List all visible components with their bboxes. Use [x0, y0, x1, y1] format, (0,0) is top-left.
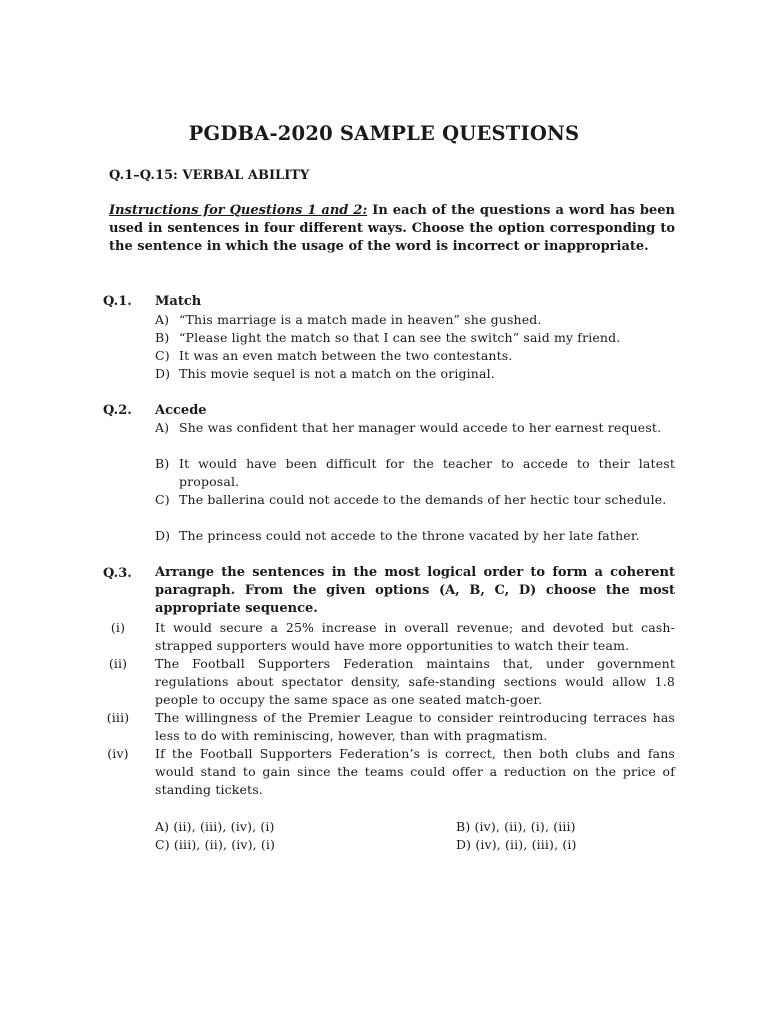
q3-prompt: Arrange the sentences in the most logical order to form a coherent paragraph. From the given options (A, B, C, D) choose the most appropriate sequence.: [155, 565, 675, 617]
option-label: A): [155, 312, 170, 327]
option-label: C): [155, 348, 170, 363]
sentence-text: The Football Supporters Federation maintains that, under government regulations about spectator density, safe-standing sections would allow 1.8 people to occupy the same space as one seated match-goer.: [155, 656, 675, 708]
q3-answer-b: [456, 819, 576, 834]
option-label: B): [155, 456, 170, 471]
q2-word: Accede: [155, 403, 207, 418]
option-label: B): [155, 330, 170, 345]
instructions-label: Instructions for Questions 1 and 2:: [109, 203, 368, 218]
sentence-number: (i): [110, 620, 126, 635]
answer-text: (iv), (ii), (i), (iii): [474, 819, 576, 834]
sentence-text: The willingness of the Premier League to consider reintroducing terraces has less to do with reminiscing, however, than with pragmatism.: [155, 710, 675, 744]
q3-answer-c: [155, 837, 275, 852]
q1-option-b: [155, 329, 675, 347]
option-label: D): [155, 366, 171, 381]
q1-option-a: [155, 311, 675, 329]
option-label: C): [155, 492, 170, 507]
sentence-number: (ii): [108, 656, 128, 671]
q3-sentence-ii: [100, 655, 675, 710]
q3-answer-d: [456, 837, 577, 852]
sentence-text: It would secure a 25% increase in overall revenue; and devoted but cash-strapped supporters would have more opportunities to watch their team.: [155, 620, 675, 654]
option-text: The ballerina could not accede to the demands of her hectic tour schedule.: [179, 492, 667, 507]
q1-option-d: [155, 365, 675, 383]
answer-label: D): [456, 837, 472, 852]
answer-text: (ii), (iii), (iv), (i): [173, 819, 275, 834]
answer-text: (iii), (ii), (iv), (i): [173, 837, 276, 852]
sentence-number: (iii): [106, 710, 130, 725]
q1-word: Match: [155, 294, 202, 309]
answer-text: (iv), (ii), (iii), (i): [475, 837, 577, 852]
section-heading: Q.1–Q.15: VERBAL ABILITY: [109, 168, 310, 183]
q2-number: Q.2.: [103, 403, 132, 418]
option-text: “Please light the match so that I can see the switch” said my friend.: [179, 330, 621, 345]
q1-number: Q.1.: [103, 294, 132, 309]
q3-sentence-i: [100, 619, 675, 655]
q2-option-d: [155, 527, 675, 545]
q2-option-c: [155, 491, 675, 509]
instructions-paragraph: [109, 202, 675, 257]
q2-option-a: [155, 419, 675, 437]
instructions-text: In each of the questions a word has been used in sentences in four different ways. Choose the option corresponding to the sentence in which the usage of the word is incorrect or inappropriate.: [109, 203, 675, 255]
q3-sentence-iv: [100, 745, 675, 800]
option-text: This movie sequel is not a match on the original.: [179, 366, 495, 381]
answer-label: B): [456, 819, 471, 834]
option-label: D): [155, 528, 171, 543]
q2-option-b: [155, 455, 675, 491]
sentence-text: If the Football Supporters Federation’s is correct, then both clubs and fans would stand to gain since the teams could offer a reduction on the price of standing tickets.: [155, 746, 675, 798]
option-text: It would have been difficult for the teacher to accede to their latest proposal.: [179, 456, 675, 490]
answer-label: C): [155, 837, 170, 852]
answer-label: A): [155, 819, 170, 834]
q1-option-c: [155, 347, 675, 365]
option-text: She was confident that her manager would accede to her earnest request.: [179, 420, 662, 435]
option-text: “This marriage is a match made in heaven” she gushed.: [179, 312, 542, 327]
q3-number: Q.3.: [103, 566, 132, 581]
sentence-number: (iv): [107, 746, 129, 761]
page-title: PGDBA-2020 SAMPLE QUESTIONS: [188, 122, 580, 145]
q3-sentence-iii: [100, 709, 675, 745]
option-text: It was an even match between the two contestants.: [179, 348, 513, 363]
option-label: A): [155, 420, 170, 435]
option-text: The princess could not accede to the throne vacated by her late father.: [179, 528, 640, 543]
q3-answer-a: [155, 819, 275, 834]
